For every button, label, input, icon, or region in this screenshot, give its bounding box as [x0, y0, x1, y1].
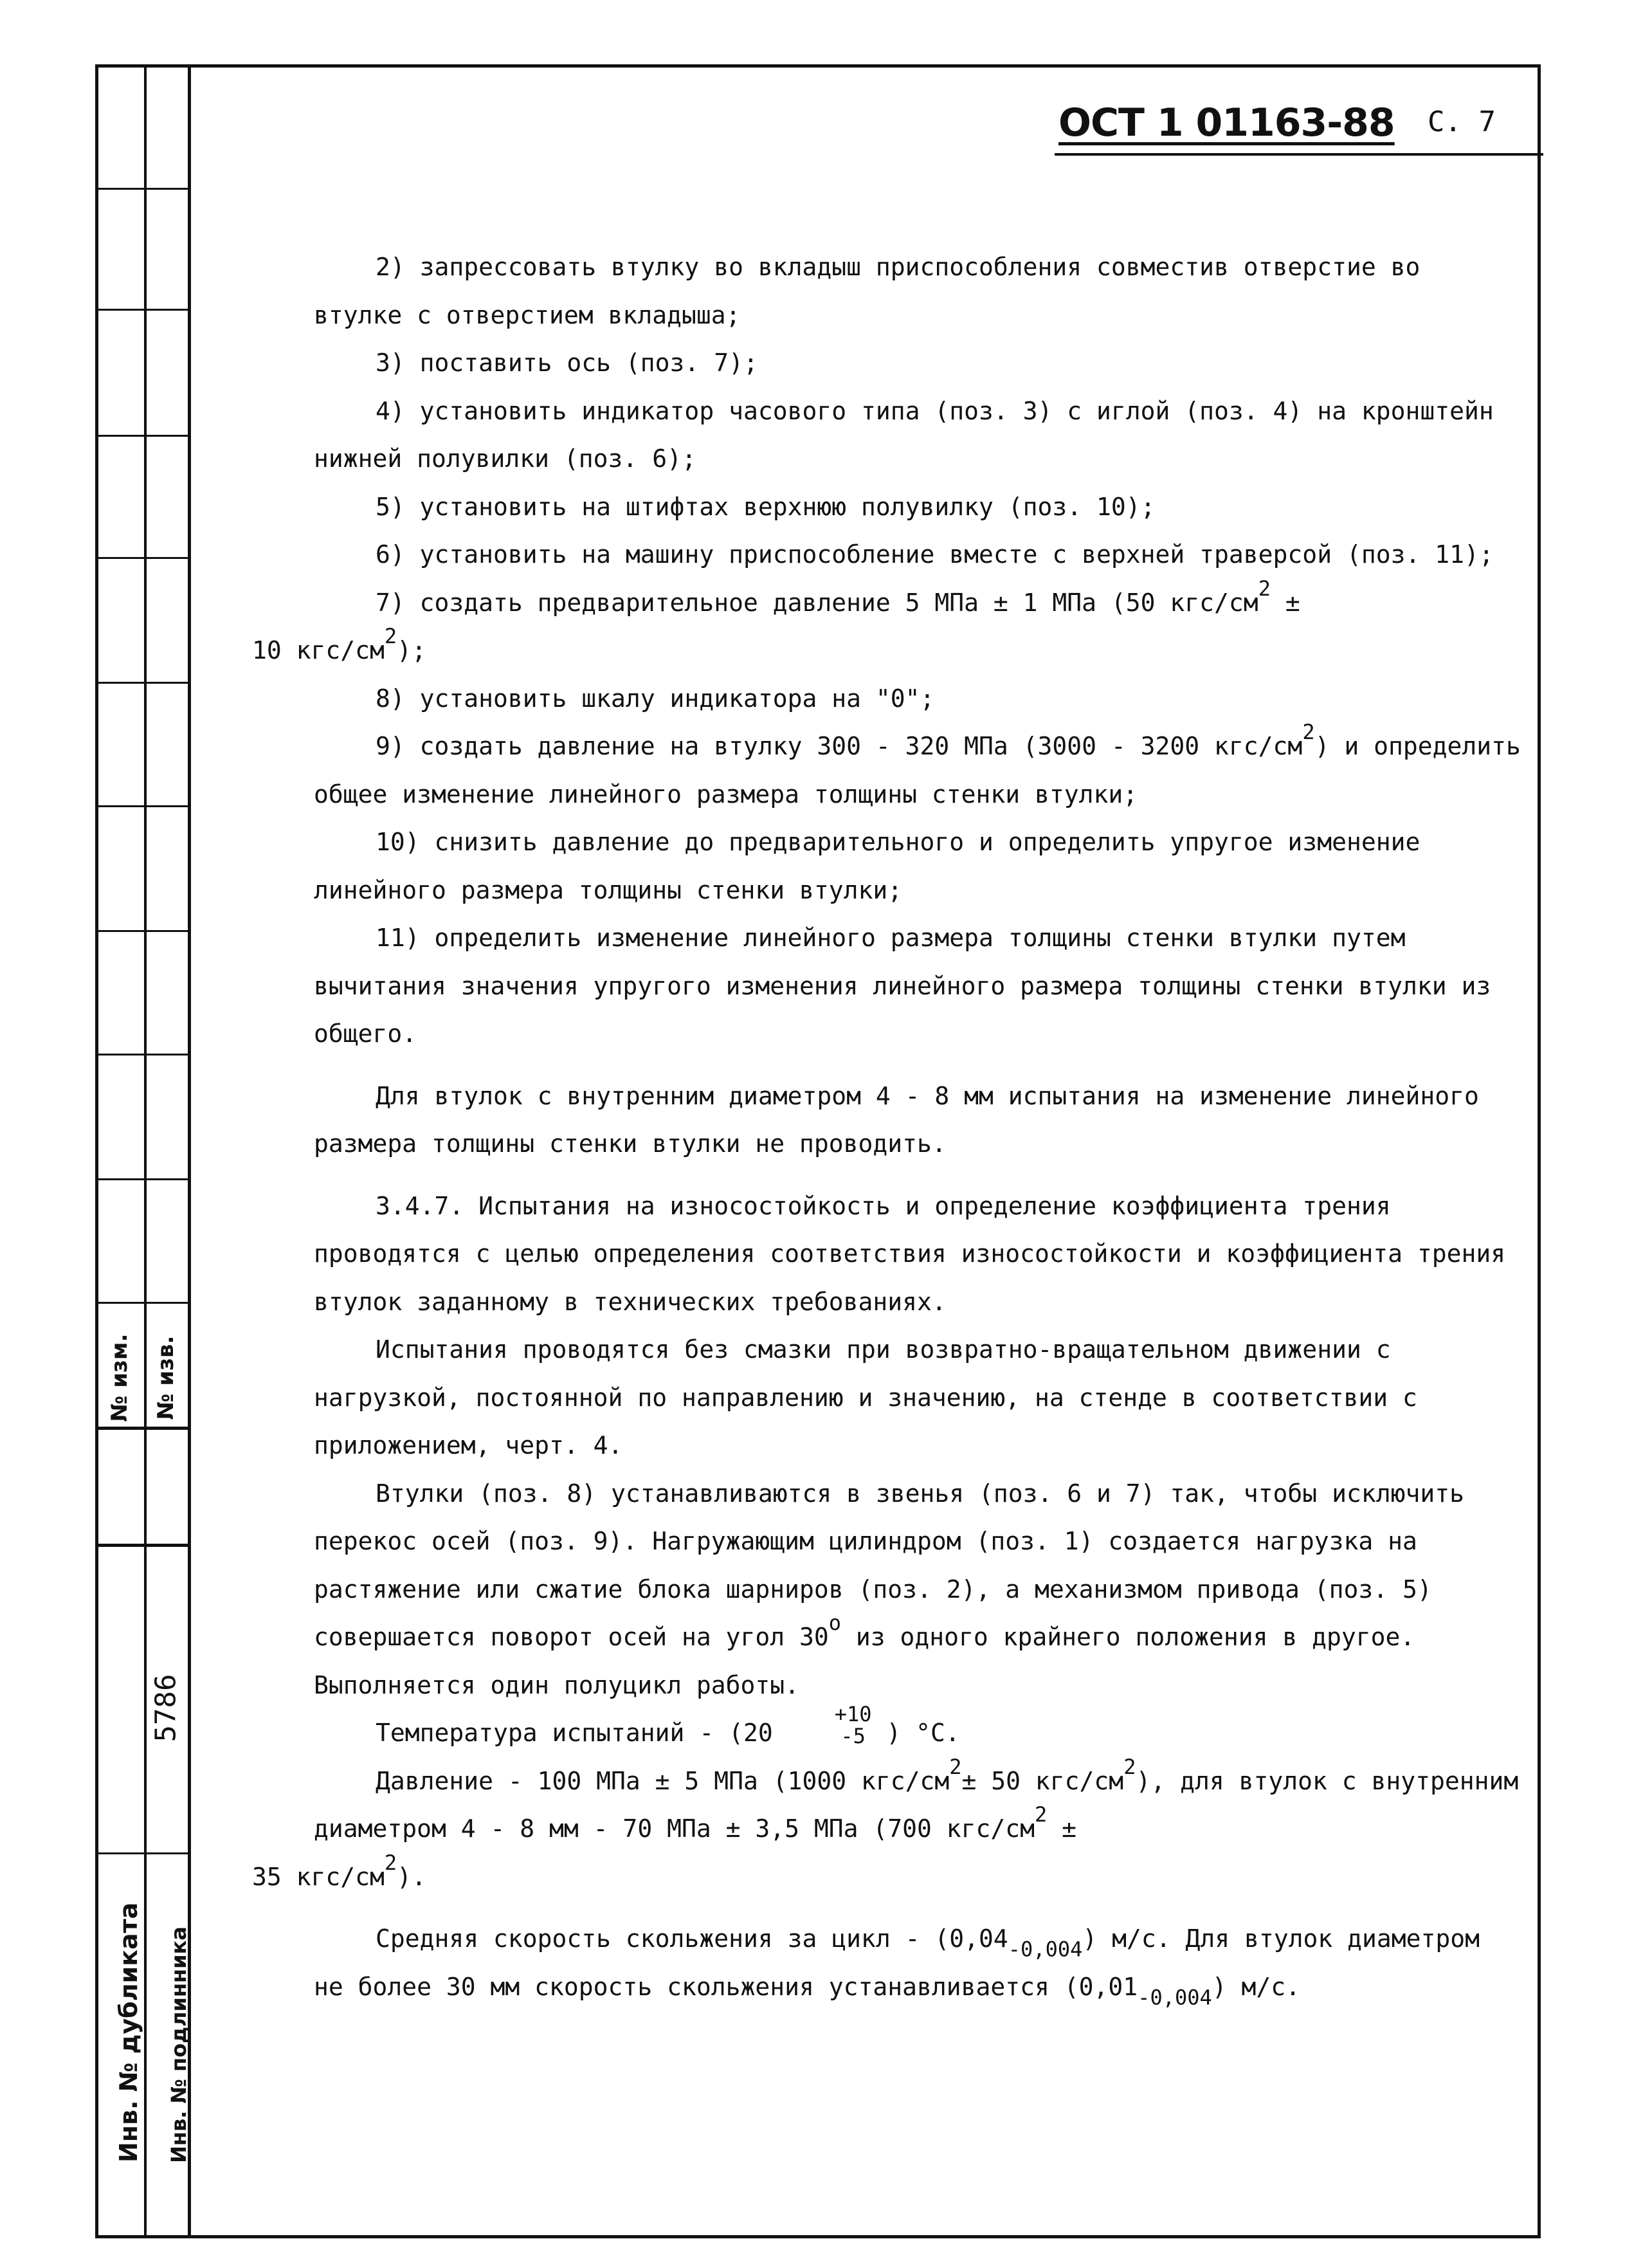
paragraph	[314, 1915, 1523, 2011]
paragraph: 11) определить изменение линейного размера толщины стенки втулки путем вычитания значения упругого изменения линейного размера толщины стенки втулки из общего.	[314, 924, 1491, 1048]
subscript: -0,004	[1008, 1937, 1083, 1962]
text: ± 50 кгс/см	[961, 1766, 1124, 1795]
margin-rule	[95, 435, 190, 437]
margin-rule	[95, 557, 190, 559]
page-number: С. 7	[1428, 105, 1496, 138]
paragraph	[252, 1754, 1523, 1901]
text: 35 кгс/см	[252, 1862, 385, 1891]
text: );	[397, 636, 426, 664]
superscript: 2	[384, 1850, 397, 1875]
paragraph: 3) поставить ось (поз. 7);	[376, 349, 758, 377]
text: ), для втулок с внутренним диаметром 4 - 8 мм - 70 МПа ± 3,5 МПа (700 кгс/см	[314, 1766, 1519, 1843]
paragraph: 4) установить индикатор часового типа (поз. 3) с иглой (поз. 4) на кронштейн нижней полувилки (поз. 6);	[314, 396, 1494, 473]
margin-rule	[95, 1302, 190, 1304]
text: ) м/с.	[1212, 1972, 1301, 2001]
text: 9) создать давление на втулку 300 - 320 МПа (3000 - 3200 кгс/см	[376, 732, 1303, 760]
paragraph: 8) установить шкалу индикатора на "0";	[376, 684, 935, 713]
text: Температура испытаний - (20	[376, 1719, 773, 1747]
paragraph: Испытания проводятся без смазки при возвратно-вращательном движении с нагрузкой, постоянной по направлению и значению, на стенде в соответствии с приложением, черт. 4.	[314, 1335, 1417, 1459]
superscript: 2	[1258, 576, 1271, 601]
text: 10 кгс/см	[252, 636, 385, 664]
margin-divider	[144, 64, 147, 2238]
margin-divider	[188, 64, 191, 2238]
superscript: 2	[1123, 1754, 1136, 1779]
paragraph: 6) установить на машину приспособление вместе с верхней траверсой (поз. 11);	[376, 540, 1494, 569]
tolerance	[773, 1703, 872, 1747]
text: Втулки (поз. 8) устанавливаются в звенья (поз. 6 и 7) так, чтобы исключить перекос осей (поз. 9). Нагружающим цилиндром (поз. 1) создается нагрузка на растяжение или сжатие блока шарниров (поз. 2), а механизмом привода (поз. 5) совершается поворот осей на угол 30	[314, 1479, 1464, 1651]
margin-rule	[95, 1178, 190, 1180]
margin-label-izm: № изм.	[107, 1333, 132, 1422]
tolerance-lower: -5	[840, 1723, 866, 1748]
document-body	[252, 243, 1523, 2011]
superscript: 2	[949, 1754, 962, 1779]
paragraph	[314, 1701, 1523, 1757]
tolerance-upper: +10	[834, 1701, 872, 1726]
margin-rule	[95, 1054, 190, 1055]
margin-label-podl: Инв. № подлинника	[167, 1926, 191, 2163]
text: ).	[397, 1862, 426, 1891]
text: ) м/с. Для втулок диаметром не более 30 мм скорость скольжения устанавливается (0,01	[314, 1924, 1480, 2001]
text: ±	[1047, 1814, 1077, 1843]
paragraph	[314, 722, 1523, 818]
margin-rule	[95, 1852, 190, 1854]
margin-rule	[95, 930, 190, 932]
margin-label-dubl: Инв. № дубликата	[114, 1902, 143, 2162]
page-header	[1029, 96, 1537, 154]
paragraph	[314, 1470, 1523, 1710]
text: Средняя скорость скольжения за цикл - (0,04	[376, 1924, 1008, 1953]
paragraph: Для втулок с внутренним диаметром 4 - 8 мм испытания на изменение линейного размера толщины стенки втулки не проводить.	[314, 1081, 1479, 1158]
paragraph: 5) установить на штифтах верхнюю полувилку (поз. 10);	[376, 492, 1156, 521]
document-number: ОСТ 1 01163-88	[1058, 100, 1395, 145]
superscript: 2	[1302, 720, 1315, 744]
paragraph: 10) снизить давление до предварительного и определить упругое изменение линейного размера толщины стенки втулки;	[314, 828, 1421, 904]
paragraph: 2) запрессовать втулку во вкладыш приспособления совместив отверстие во втулке с отверстием вкладыша;	[314, 253, 1421, 329]
margin-rule	[95, 188, 190, 190]
paragraph: 3.4.7. Испытания на износостойкость и определение коэффициента трения проводятся с целью определения соответствия износостойкости и коэффициента трения втулок заданному в технических требованиях.	[314, 1191, 1506, 1316]
superscript: 2	[384, 624, 397, 648]
superscript: 2	[1035, 1802, 1048, 1827]
superscript: о	[828, 1611, 841, 1635]
text: Давление - 100 МПа ± 5 МПа (1000 кгс/см	[376, 1766, 950, 1795]
margin-rule	[95, 309, 190, 311]
text: 7) создать предварительное давление 5 МПа ± 1 МПа (50 кгс/см	[376, 588, 1258, 617]
margin-rule	[95, 805, 190, 807]
margin-label-izv: № изв.	[153, 1335, 179, 1420]
margin-rule	[95, 682, 190, 684]
text: ) и определить общее изменение линейного размера толщины стенки втулки;	[314, 732, 1521, 809]
paragraph	[252, 576, 1523, 675]
subscript: -0,004	[1138, 1984, 1212, 2009]
header-rule	[1055, 153, 1543, 156]
text: ±	[1270, 588, 1300, 617]
margin-rule	[95, 1427, 190, 1430]
text: ) °С.	[871, 1719, 960, 1747]
margin-original-number: 5786	[149, 1674, 183, 1742]
margin-rule	[95, 1544, 190, 1547]
text: из одного крайнего положения в другое. Выполняется один полуцикл работы.	[314, 1623, 1415, 1699]
